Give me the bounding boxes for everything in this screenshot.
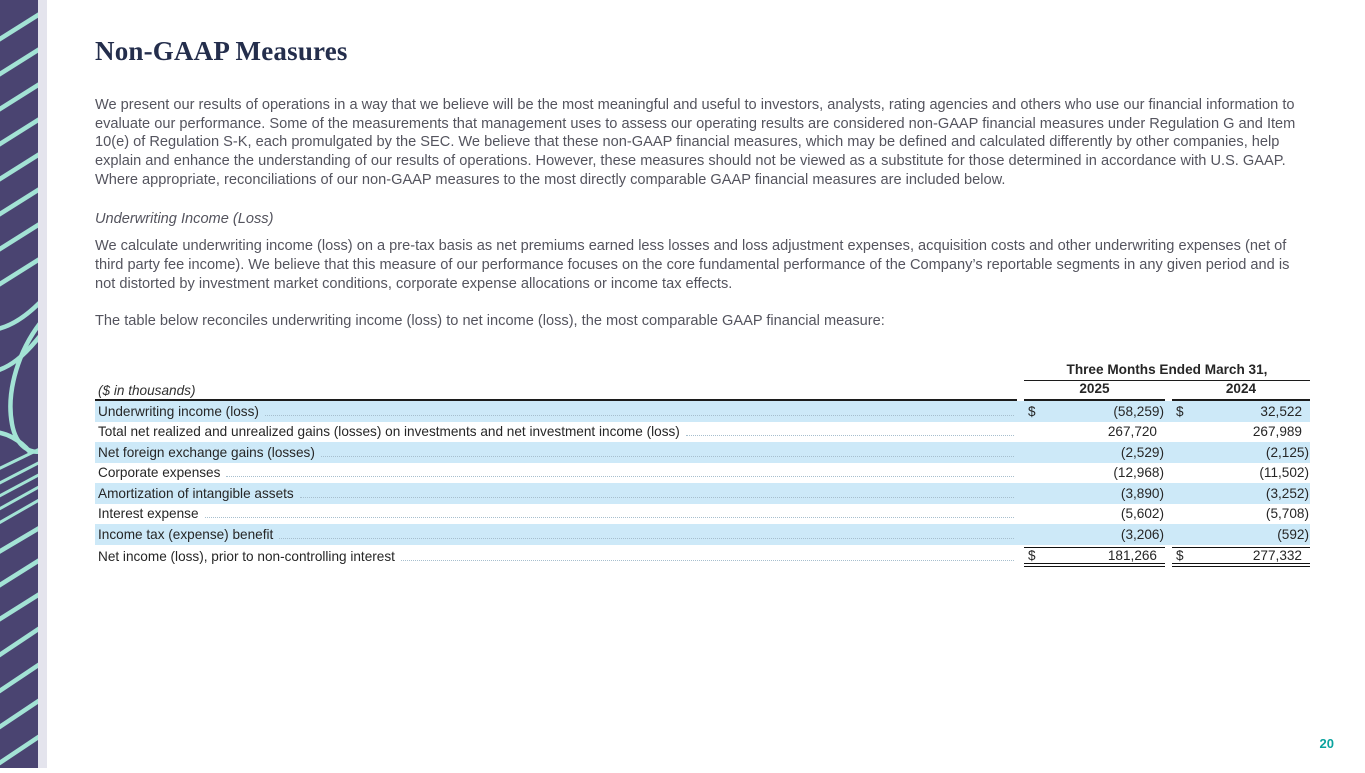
table-column-header-row — [95, 381, 1310, 401]
dotted-leader — [686, 435, 1014, 436]
header-spacer — [95, 362, 1017, 381]
dollar-sign: $ — [1028, 403, 1036, 419]
row-label: Net income (loss), prior to non-controlling interest — [98, 549, 395, 565]
column-header-2024: 2024 — [1172, 381, 1310, 401]
value-2025: 267,720 — [1107, 424, 1157, 440]
table-lead-in-paragraph: The table below reconciles underwriting income (loss) to net income (loss), the most comparable GAAP financial measure: — [95, 313, 885, 330]
value-2024: (3,252) — [1265, 485, 1309, 501]
value-2025: (3,206) — [1120, 526, 1164, 542]
value-2024: (11,502) — [1259, 465, 1309, 481]
row-label: Underwriting income (loss) — [98, 403, 259, 419]
dotted-leader — [226, 476, 1014, 477]
value-2024: (592) — [1277, 526, 1309, 542]
value-2025: (5,602) — [1120, 506, 1164, 522]
dotted-leader — [205, 517, 1014, 518]
table-row — [95, 401, 1310, 422]
dollar-sign: $ — [1176, 403, 1184, 419]
value-2024: 277,332 — [1252, 547, 1302, 563]
value-2024: (5,708) — [1265, 506, 1309, 522]
table-row — [95, 524, 1310, 545]
sidebar-edge-strip — [38, 0, 47, 768]
row-label: Total net realized and unrealized gains (losses) on investments and net investment income (loss) — [98, 424, 680, 440]
row-label: Corporate expenses — [98, 465, 221, 481]
page-number: 20 — [1319, 736, 1334, 751]
table-row — [95, 504, 1310, 525]
table-total-row — [95, 545, 1310, 569]
value-2024: 32,522 — [1260, 403, 1302, 419]
value-2025: (58,259) — [1113, 403, 1164, 419]
dollar-sign: $ — [1028, 547, 1036, 563]
table-period-header-row — [95, 362, 1310, 381]
table-row — [95, 422, 1310, 443]
definition-paragraph: We calculate underwriting income (loss) on a pre-tax basis as net premiums earned less losses and loss adjustment expenses, acquisition costs and other underwriting expenses (net of third party fee income). We believe that this measure of our performance focuses on the core fundamental performance of the Company’s reportable segments in any given period and is not distorted by investment market conditions, corporate expense allocations or income tax effects. — [95, 238, 1290, 292]
period-header: Three Months Ended March 31, — [1024, 362, 1310, 381]
dotted-leader — [300, 497, 1014, 498]
row-label: Net foreign exchange gains (losses) — [98, 444, 315, 460]
decorative-sidebar — [0, 0, 38, 768]
table-row — [95, 483, 1310, 504]
units-label: ($ in thousands) — [95, 381, 1017, 401]
value-2025: (12,968) — [1113, 465, 1164, 481]
dotted-leader — [265, 415, 1014, 416]
value-2024: (2,125) — [1265, 444, 1309, 460]
dotted-leader — [401, 560, 1014, 561]
dotted-leader — [279, 538, 1014, 539]
table-row — [95, 442, 1310, 463]
reconciliation-table — [95, 362, 1310, 569]
value-2025: 181,266 — [1107, 547, 1157, 563]
page-title: Non-GAAP Measures — [95, 36, 348, 66]
row-label: Interest expense — [98, 506, 199, 522]
row-label: Amortization of intangible assets — [98, 485, 294, 501]
row-label: Income tax (expense) benefit — [98, 526, 274, 542]
value-2025: (2,529) — [1120, 444, 1164, 460]
section-subheading: Underwriting Income (Loss) — [95, 210, 274, 227]
wave-pattern-graphic — [0, 0, 38, 768]
value-2024: 267,989 — [1252, 424, 1302, 440]
table-row — [95, 463, 1310, 484]
dollar-sign: $ — [1176, 547, 1184, 563]
dotted-leader — [321, 456, 1014, 457]
intro-paragraph: We present our results of operations in a way that we believe will be the most meaningful and useful to investors, analysts, rating agencies and others who use our financial information to evaluate our performance. Some of the measurements that management uses to assess our operating results are considered non-GAAP financial measures under Regulation G and Item 10(e) of Regulation S-K, each promulgated by the SEC. We believe that these non-GAAP financial measures, which may be defined and calculated differently by other companies, help explain and enhance the understanding of our results of operations. However, these measures should not be viewed as a substitute for those determined in accordance with U.S. GAAP. Where appropriate, reconciliations of our non-GAAP measures to the most directly comparable GAAP financial measures are included below. — [95, 97, 1296, 188]
column-header-2025: 2025 — [1024, 381, 1165, 401]
value-2025: (3,890) — [1120, 485, 1164, 501]
slide-content — [95, 0, 1310, 569]
